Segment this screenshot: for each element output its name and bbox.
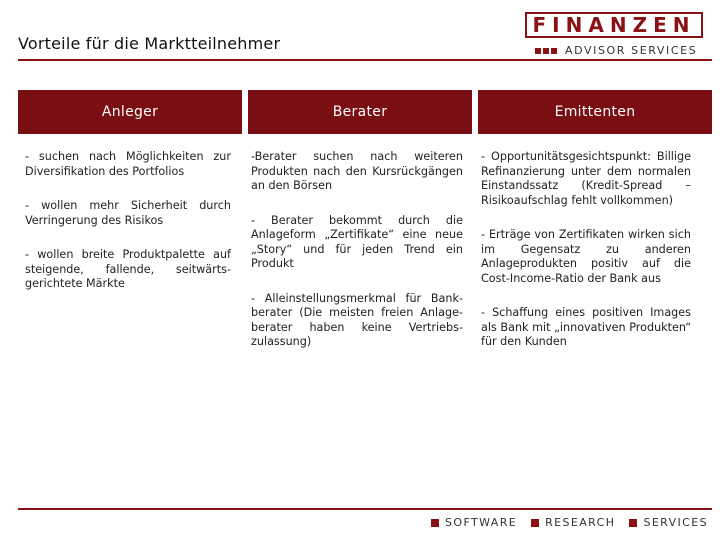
footer-label: RESEARCH: [545, 516, 616, 529]
column-emittenten: [481, 150, 691, 370]
slide-title: Vorteile für die Marktteilnehmer: [18, 34, 281, 53]
list-item: -Berater suchen nach weiteren Produkten nach den Kursrückgängen an den Börsen: [251, 150, 463, 192]
header-anleger: Anleger: [18, 90, 242, 134]
logo-box: [525, 12, 703, 38]
list-item: - wollen breite Produktpalette auf steigende, fallende, seitwärts-gerichtete Märkte: [25, 248, 231, 290]
footer-label: SERVICES: [643, 516, 708, 529]
logo-squares-icon: [535, 48, 559, 54]
footer-item-research: [531, 516, 615, 529]
footer-item-software: [431, 516, 517, 529]
footer-divider: [18, 508, 712, 510]
list-item: - Schaffung eines positiven Images als Bank mit „innovativen Produkten“ für den Kunden: [481, 306, 691, 348]
header-berater: Berater: [248, 90, 472, 134]
list-item: - Erträge von Zertifikaten wirken sich im Gegensatz zu anderen Anlageprodukten positiv auf die Cost-Income-Ratio der Bank aus: [481, 228, 691, 285]
list-item: - Alleinstellungsmerkmal für Bank-berater (Die meisten freien Anlage-berater haben keine Vertriebs-zulassung): [251, 291, 463, 348]
logo-wordmark: FINANZEN: [532, 13, 696, 37]
column-anleger: [25, 150, 231, 312]
footer-item-services: [629, 516, 708, 529]
column-berater: [251, 150, 463, 370]
logo-subtitle: ADVISOR SERVICES: [565, 44, 698, 57]
list-item: - Berater bekommt durch die Anlageform „Zertifikate“ eine neue „Story“ und für jeden Trend ein Produkt: [251, 213, 463, 270]
list-item: - Opportunitätsgesichtspunkt: Billige Refinanzierung unter dem normalen Einstandssatz (Kredit-Spread – Risikoaufschlag fehlt vollkommen): [481, 150, 691, 207]
list-item: - wollen mehr Sicherheit durch Verringerung des Risikos: [25, 199, 231, 227]
square-bullet-icon: [531, 519, 539, 527]
finanzen-logo: [525, 12, 705, 60]
list-item: - suchen nach Möglichkeiten zur Diversifikation des Portfolios: [25, 150, 231, 178]
header-emittenten: Emittenten: [478, 90, 712, 134]
square-bullet-icon: [629, 519, 637, 527]
footer: [417, 516, 708, 529]
square-bullet-icon: [431, 519, 439, 527]
footer-label: SOFTWARE: [445, 516, 518, 529]
logo-subtitle-row: [535, 44, 697, 57]
